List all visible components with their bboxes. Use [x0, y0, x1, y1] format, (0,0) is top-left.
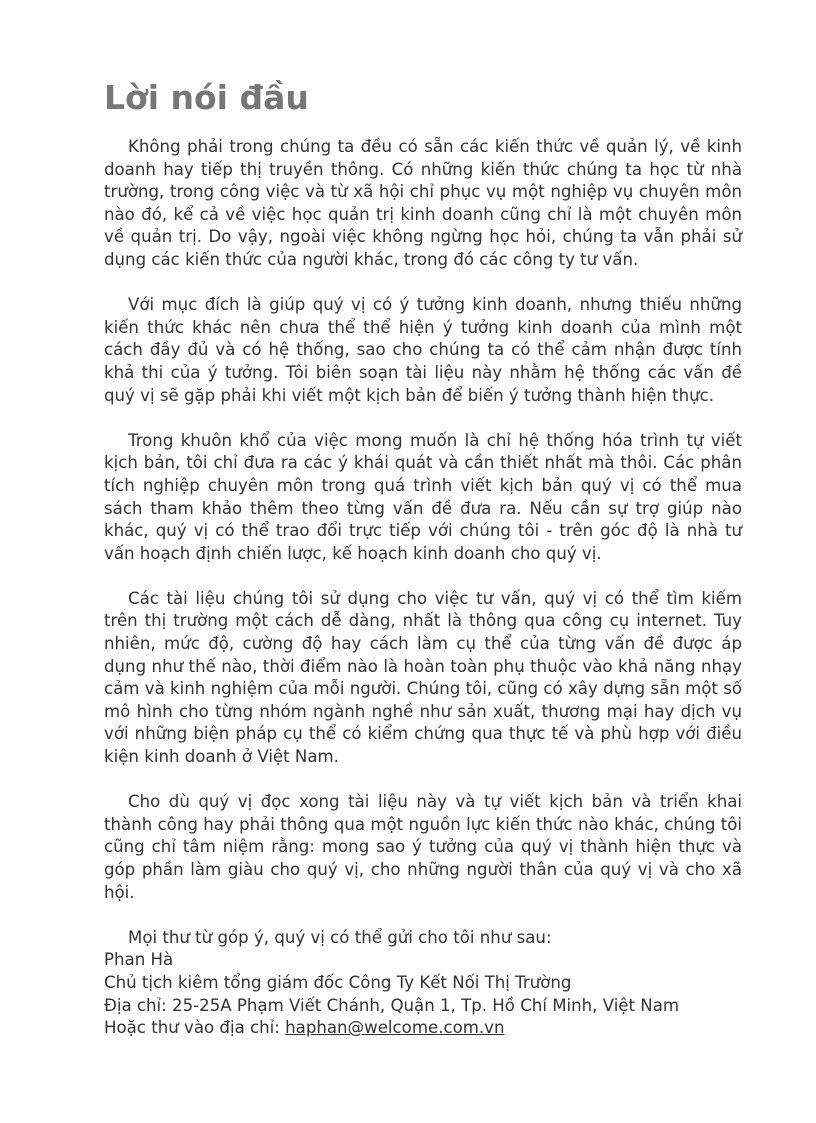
document-body [104, 136, 742, 1040]
contact-name: Phan Hà [104, 950, 174, 970]
email-link[interactable]: haphan@welcome.com.vn [285, 1018, 505, 1038]
contact-position: Chủ tịch kiêm tổng giám đốc Công Ty Kết Nối Thị Trường [104, 972, 572, 992]
paragraph-2: Với mục đích là giúp quý vị có ý tưởng kinh doanh, nhưng thiếu những kiến thức khác nên chưa thể thể hiện ý tưởng kinh doanh của mình một cách đầy đủ và có hệ thống, sao cho chúng ta có thể cảm nhận được tính khả thi của ý tưởng. Tôi biên soạn tài liệu này nhằm hệ thống các vấn đề quý vị sẽ gặp phải khi viết một kịch bản để biến ý tưởng thành hiện thực. [104, 295, 742, 405]
contact-block [104, 927, 742, 1040]
paragraph-4: Các tài liệu chúng tôi sử dụng cho việc tư vấn, quý vị có thể tìm kiếm trên thị trường một cách dễ dàng, nhất là thông qua công cụ internet. Tuy nhiên, mức độ, cường độ hay cách làm cụ thể của từng vấn đề được áp dụng như thế nào, thời điểm nào là hoàn toàn phụ thuộc vào khả năng nhạy cảm và kinh nghiệm của mỗi người. Chúng tôi, cũng có xây dựng sẵn một số mô hình cho từng nhóm ngành nghề như sản xuất, thương mại hay dịch vụ với những biện pháp cụ thể có kiểm chứng qua thực tế và phù hợp với điều kiện kinh doanh ở Việt Nam. [104, 588, 742, 767]
contact-address: Địa chỉ: 25-25A Phạm Viết Chánh, Quận 1, Tp. Hồ Chí Minh, Việt Nam [104, 995, 680, 1015]
page-title: Lời nói đầu [104, 78, 309, 117]
paragraph-5: Cho dù quý vị đọc xong tài liệu này và tự viết kịch bản và triển khai thành công hay phải thông qua một nguồn lực kiến thức nào khác, chúng tôi cũng chỉ tâm niệm rằng: mong sao ý tưởng của quý vị thành hiện thực và góp phần làm giàu cho quý vị, cho những người thân của quý vị và cho xã hội. [104, 792, 742, 902]
paragraph-1: Không phải trong chúng ta đều có sẵn các kiến thức về quản lý, về kinh doanh hay tiếp thị truyền thông. Có những kiến thức chúng ta học từ nhà trường, trong công việc và từ xã hội chỉ phục vụ một nghiệp vụ chuyên môn nào đó, kể cả về việc học quản trị kinh doanh cũng chỉ là một chuyên môn về quản trị. Do vậy, ngoài việc không ngừng học hỏi, chúng ta vẫn phải sử dụng các kiến thức của người khác, trong đó các công ty tư vấn. [104, 137, 742, 269]
contact-email-line [104, 1017, 742, 1040]
contact-email-prefix: Hoặc thư vào địa chỉ: [104, 1018, 286, 1038]
contact-intro: Mọi thư từ góp ý, quý vị có thể gửi cho tôi như sau: [128, 927, 552, 947]
paragraph-3: Trong khuôn khổ của việc mong muốn là chỉ hệ thống hóa trình tự viết kịch bản, tôi chỉ đưa ra các ý khái quát và cần thiết nhất mà thôi. Các phân tích nghiệp chuyên môn trong quá trình viết kịch bản quý vị có thể mua sách tham khảo thêm theo từng vấn đề đưa ra. Nếu cần sự trợ giúp nào khác, quý vị có thể trao đổi trực tiếp với chúng tôi - trên góc độ là nhà tư vấn hoạch định chiến lược, kế hoạch kinh doanh cho quý vị. [104, 430, 742, 563]
